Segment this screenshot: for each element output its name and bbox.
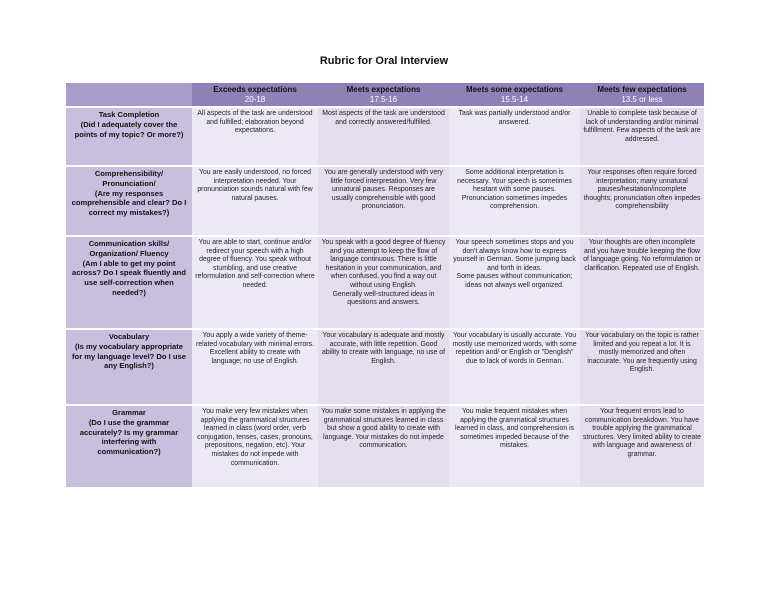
- rubric-cell: Most aspects of the task are understood and correctly answered/fulfilled.: [318, 107, 449, 166]
- rubric-cell: You are generally understood with very little forced interpretation. Very few unnatural pauses. Responses are usually comprehensible with good pronunciation.: [318, 166, 449, 236]
- level-label: Meets expectations: [346, 85, 421, 94]
- rubric-cell: Your vocabulary is usually accurate. You mostly use memorized words, with some repetition and/ or English or "Denglish" due to lack of words in German.: [449, 329, 580, 405]
- header-corner: [66, 83, 192, 107]
- criterion-cell: [66, 405, 192, 487]
- level-range: 15.5-14: [500, 94, 529, 104]
- rubric-header-row: [66, 83, 704, 107]
- document-title: Rubric for Oral Interview: [319, 55, 449, 67]
- rubric-cell: Your responses often require forced interpretation; many unnatural pauses/hesitation/incomplete thoughts; pronunciation often impedes comprehensibility: [580, 166, 704, 236]
- level-range: 17.5-16: [369, 94, 398, 104]
- criterion-text: Task Completion (Did I adequately cover the points of my topic? Or more?): [74, 110, 184, 139]
- level-header-exceeds: [192, 83, 318, 107]
- level-label: Exceeds expectations: [213, 85, 297, 94]
- level-header-meets-some: [449, 83, 580, 107]
- rubric-cell: Some additional interpretation is necessary. Your speech is sometimes hesitant with some pauses. Pronunciation sometimes impedes comprehension.: [449, 166, 580, 236]
- criterion-text: Comprehensibility/ Pronunciation/ (Are my responses comprehensible and clear? Do I correct my mistakes?): [71, 169, 187, 218]
- criterion-text: Vocabulary (Is my vocabulary appropriate for my language level? Do I use any English?): [72, 332, 186, 371]
- rubric-cell: You speak with a good degree of fluency and you attempt to keep the flow of language continuous. There is little hesitation in your communication, and when confused, you find a way out without using English. Generally well-structured ideas in questions and answers.: [318, 236, 449, 329]
- rubric-row-grammar: [66, 405, 704, 487]
- rubric-cell: Task was partially understood and/or answered.: [449, 107, 580, 166]
- level-header-meets: [318, 83, 449, 107]
- criterion-text: Grammar (Do I use the grammar accurately? Is my grammar interfering with communication?): [79, 408, 179, 457]
- level-header-meets-few: [580, 83, 704, 107]
- rubric-cell: Your speech sometimes stops and you don't always know how to express yourself in German. Some jumping back and forth in ideas. Some pauses without communication; ideas not always well organized.: [449, 236, 580, 329]
- rubric-cell: Unable to complete task because of lack of understanding and/or minimal fulfillment. Few aspects of the task are addressed.: [580, 107, 704, 166]
- rubric-cell: Your frequent errors lead to communication breakdown. You have trouble applying the grammatical structures. Very limited ability to create with language and awareness of grammar.: [580, 405, 704, 487]
- criterion-text: Communication skills/ Organization/ Fluency (Am I able to get my point across? Do I speak fluently and use self-correction when needed?): [72, 239, 186, 297]
- level-range: 20-18: [244, 94, 266, 104]
- criterion-cell: [66, 236, 192, 329]
- level-range: 13.5 or less: [621, 94, 663, 104]
- rubric-cell: Your thoughts are often incomplete and you have trouble keeping the flow of language going. No reformulation or clarification. Repeated use of English.: [580, 236, 704, 329]
- rubric-cell: You are easily understood, no forced interpretation needed. Your pronunciation sounds natural with few natural pauses.: [192, 166, 318, 236]
- criterion-cell: [66, 166, 192, 236]
- rubric-cell: All aspects of the task are understood and fulfilled; elaboration beyond expectations.: [192, 107, 318, 166]
- rubric-cell: You are able to start, continue and/or redirect your speech with a high degree of fluency. You speak without stumbling, and use creative reformulation and self-correction where needed.: [192, 236, 318, 329]
- rubric-row-comprehensibility: [66, 166, 704, 236]
- rubric-cell: You make very few mistakes when applying the grammatical structures learned in class (word order, verb conjugation, tenses, cases, pronouns, prepositions, negation, etc). Your mistakes do not impede with communication.: [192, 405, 318, 487]
- criterion-cell: [66, 107, 192, 166]
- rubric-cell: You apply a wide variety of theme-related vocabulary with minimal errors. Excellent ability to create with language; no use of English.: [192, 329, 318, 405]
- rubric-row-communication: [66, 236, 704, 329]
- level-label: Meets some expectations: [466, 85, 563, 94]
- rubric-cell: Your vocabulary is adequate and mostly accurate, with little repetition. Good ability to create with language, no use of English.: [318, 329, 449, 405]
- criterion-cell: [66, 329, 192, 405]
- rubric-cell: Your vocabulary on the topic is rather limited and you repeat a lot. It is mostly memorized and often inaccurate. You are frequently using English.: [580, 329, 704, 405]
- rubric-row-vocabulary: [66, 329, 704, 405]
- rubric-cell: You make frequent mistakes when applying the grammatical structures learned in class, and comprehension is sometimes impeded because of the mistakes.: [449, 405, 580, 487]
- level-label: Meets few expectations: [597, 85, 687, 94]
- rubric-row-task-completion: [66, 107, 704, 166]
- rubric-cell: You make some mistakes in applying the grammatical structures learned in class but show a good ability to create with language. Your mistakes do not impede communication.: [318, 405, 449, 487]
- rubric-table: [66, 83, 704, 487]
